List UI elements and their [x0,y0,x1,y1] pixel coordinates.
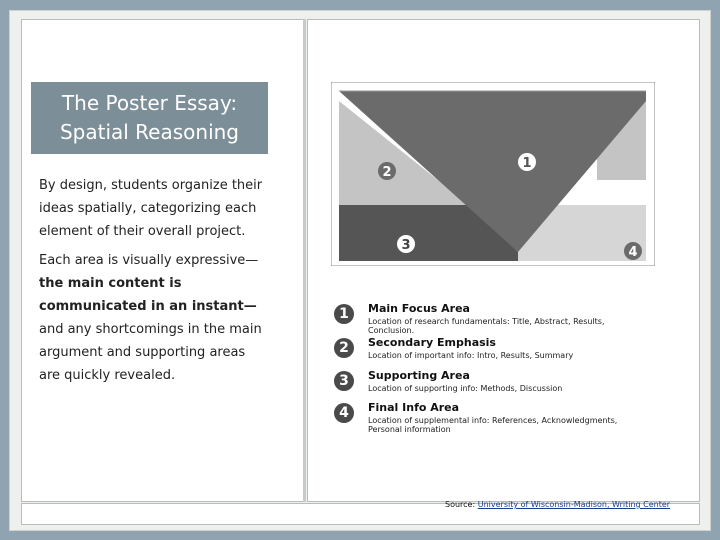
marker-2 [378,162,396,180]
title-line-2: Spatial Reasoning [59,120,240,144]
marker-4-label: 4 [628,245,638,260]
paragraph-1-line: By design, students organize their [39,178,263,193]
paragraph-2-line-bold: the main content is [39,276,182,291]
paragraph-2-line-bold: communicated in an instant— [39,299,257,314]
marker-4 [624,242,642,260]
marker-3-label: 3 [401,238,411,253]
legend-title: Main Focus Area [368,302,470,315]
title-line-1: The Poster Essay: [61,91,238,115]
legend-number: 4 [334,403,354,423]
source-credit [445,500,670,509]
marker-3 [397,235,415,253]
source-label: Source: [445,500,478,509]
legend-description: Location of supplemental info: References, Acknowledgments, Personal information [368,416,618,434]
legend-description: Location of supporting info: Methods, Discussion [368,384,563,393]
paragraph-1 [39,174,275,243]
legend-number: 2 [334,338,354,358]
white-band [576,180,646,205]
legend-number: 3 [334,371,354,391]
diagram-legend [330,282,656,434]
legend-description: Location of important info: Intro, Results, Summary [368,351,574,360]
legend-item [330,334,656,368]
paragraph-2 [39,249,275,387]
paragraph-2-line: and any shortcomings in the main [39,322,262,337]
slide-title [31,82,268,154]
legend-title: Secondary Emphasis [368,336,496,349]
legend-item [330,399,656,433]
legend-title: Supporting Area [368,369,470,382]
paragraph-2-line: argument and supporting areas [39,345,246,360]
paragraph-2-line: are quickly revealed. [39,368,176,383]
paragraph-1-line: ideas spatially, categorizing each [39,201,257,216]
legend-item [330,300,656,334]
marker-2-label: 2 [382,165,392,180]
marker-1 [518,153,536,171]
source-link[interactable]: University of Wisconsin-Madison, Writing Center [477,500,671,509]
legend-description: Location of research fundamentals: Title, Abstract, Results, Conclusion. [368,317,605,335]
paragraph-2-line: Each area is visually expressive— [39,253,259,268]
paragraph-1-line: element of their overall project. [39,224,246,239]
legend-title: Final Info Area [368,401,460,414]
panel-divider [303,19,306,502]
legend-number: 1 [334,304,354,324]
legend-item [330,367,656,401]
poster-layout-diagram [331,82,655,266]
marker-1-label: 1 [522,156,532,171]
